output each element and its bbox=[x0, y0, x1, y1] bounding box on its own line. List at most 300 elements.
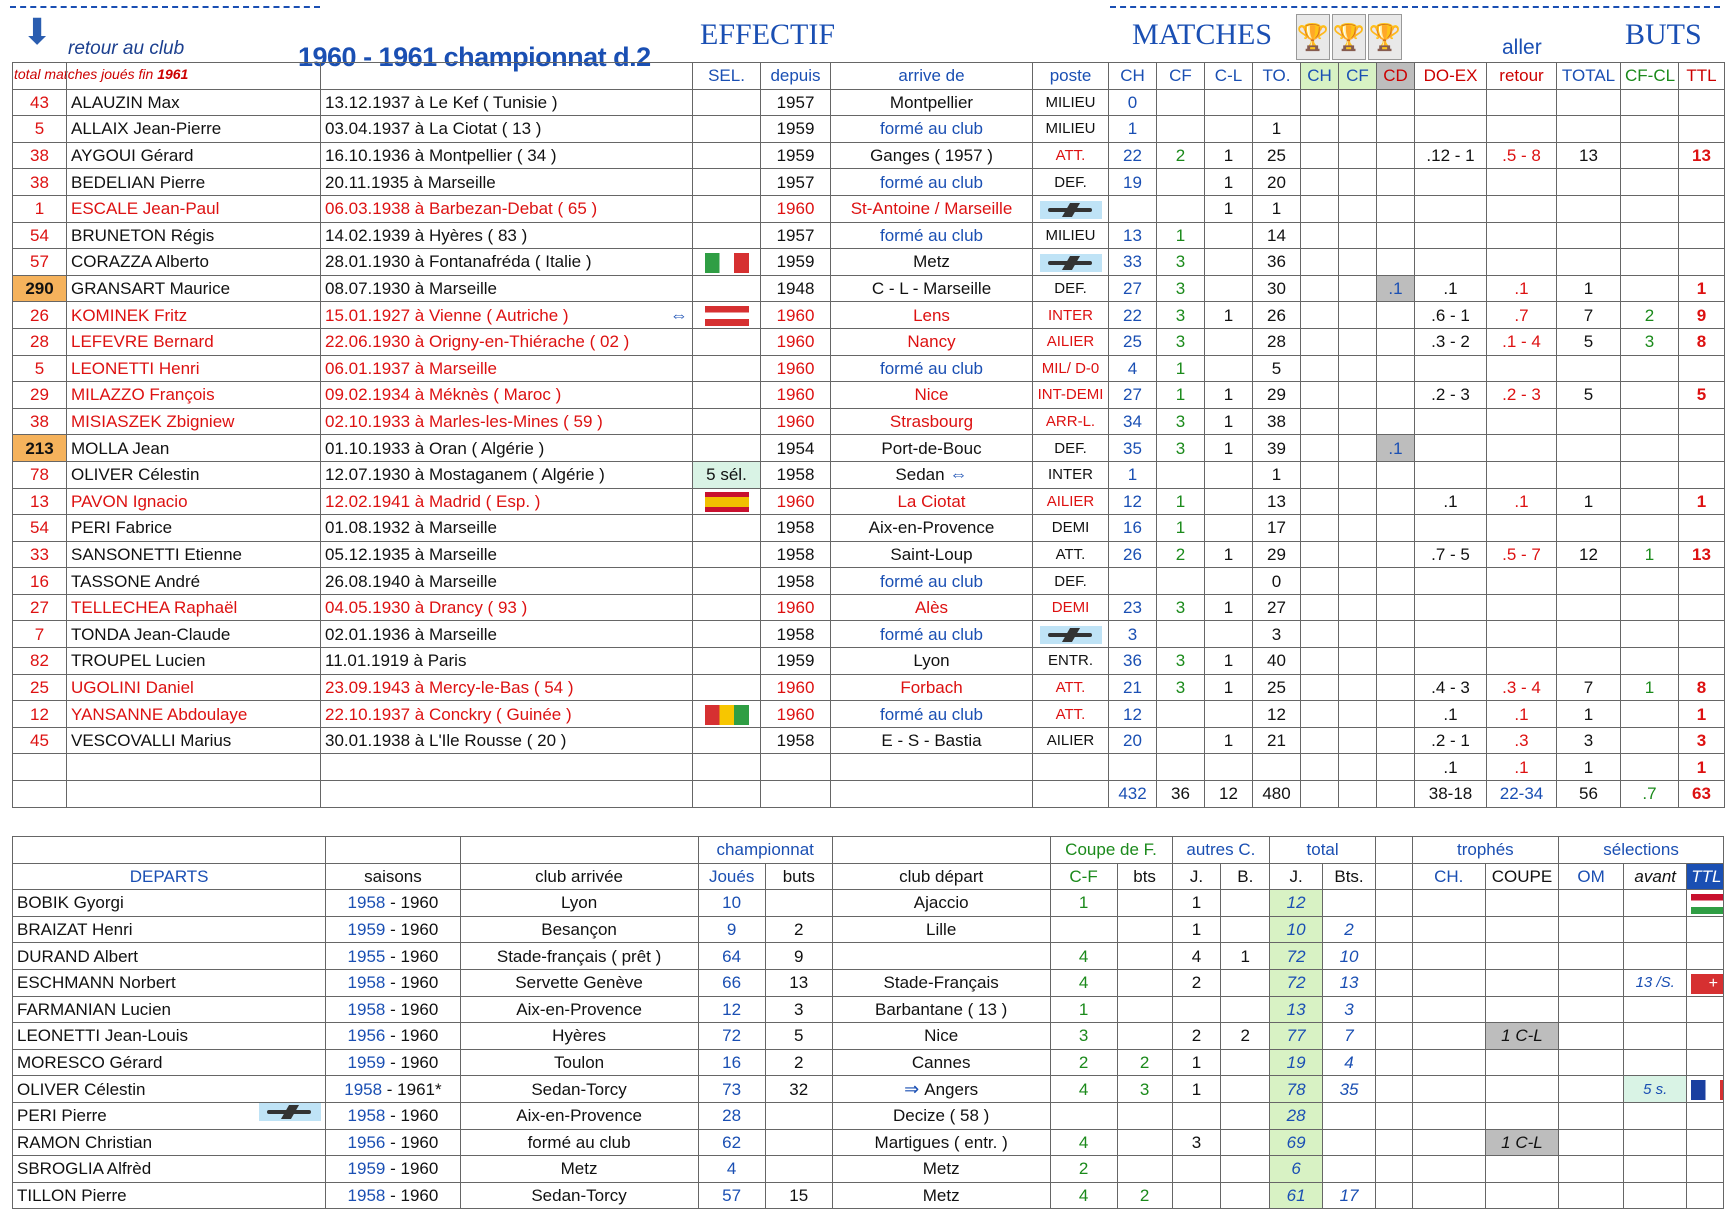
table-cell bbox=[832, 837, 1050, 864]
matches-total: 13 bbox=[13, 488, 67, 515]
total-to: 480 bbox=[1253, 781, 1301, 808]
player-name: ESCALE Jean-Paul bbox=[67, 195, 321, 222]
depart-name-text: BOBIK Gyorgi bbox=[17, 893, 124, 913]
from-club bbox=[831, 701, 1033, 728]
cf-matches: 1 bbox=[1157, 355, 1205, 382]
trophy-cd bbox=[1377, 328, 1415, 355]
trophy-ch bbox=[1301, 701, 1339, 728]
from-club-text: St-Antoine / Marseille bbox=[850, 199, 1013, 219]
cf-matches bbox=[1157, 727, 1205, 754]
player-birth bbox=[321, 541, 693, 568]
ch-played: 73 bbox=[698, 1076, 765, 1103]
other-goals bbox=[1221, 969, 1270, 996]
birth-text: 04.05.1930 à Drancy ( 93 ) bbox=[325, 598, 528, 618]
goals-total: 7 bbox=[1557, 302, 1621, 329]
other-played bbox=[1172, 1182, 1221, 1209]
season-start: 1958 bbox=[347, 893, 386, 913]
season-end: 1960 bbox=[400, 1159, 439, 1179]
sel-avant bbox=[1624, 916, 1687, 943]
trophy-cd bbox=[1377, 382, 1415, 409]
total-ttl: 63 bbox=[1679, 781, 1725, 808]
trophy-cf bbox=[1339, 674, 1377, 701]
sel-om bbox=[1559, 1156, 1624, 1183]
from-club-text: Saint-Loup bbox=[890, 544, 973, 564]
player-name: CORAZZA Alberto bbox=[67, 249, 321, 276]
cf-played bbox=[1050, 916, 1117, 943]
seasons: 1958 - 1961* bbox=[326, 1076, 460, 1103]
player-name: YANSANNE Abdoulaye bbox=[67, 701, 321, 728]
table-row bbox=[13, 222, 1725, 249]
goals-total: 1 bbox=[1557, 488, 1621, 515]
other-played bbox=[1172, 1156, 1221, 1183]
club-depart bbox=[832, 1049, 1050, 1076]
trophy-ch bbox=[1301, 727, 1339, 754]
plane-icon bbox=[259, 1103, 321, 1121]
goals-aller bbox=[1415, 435, 1487, 462]
trophy-cf bbox=[1339, 116, 1377, 143]
selection-cell bbox=[693, 408, 761, 435]
total-matches: 21 bbox=[1253, 727, 1301, 754]
position: ATT. bbox=[1033, 541, 1109, 568]
cl-matches bbox=[1205, 328, 1253, 355]
goals-retour bbox=[1487, 648, 1557, 675]
trophy-cd bbox=[1377, 674, 1415, 701]
table-cell bbox=[1375, 1102, 1412, 1129]
season-end: 1960 bbox=[400, 1026, 439, 1046]
goals-aller bbox=[1415, 568, 1487, 595]
cl-matches: 1 bbox=[1205, 594, 1253, 621]
sel-avant bbox=[1624, 890, 1687, 917]
position: MILIEU bbox=[1033, 222, 1109, 249]
trophy-ch bbox=[1301, 328, 1339, 355]
total-matches: 39 bbox=[1253, 435, 1301, 462]
down-arrow-icon: ⬇ bbox=[22, 11, 53, 52]
from-club bbox=[831, 461, 1033, 488]
seasons: 1959 - 1960 bbox=[326, 1049, 460, 1076]
season-start: 1958 bbox=[347, 1186, 386, 1206]
selection-cell bbox=[693, 674, 761, 701]
from-club-text: La Ciotat bbox=[897, 491, 966, 511]
goals-aller: .2 - 1 bbox=[1415, 727, 1487, 754]
sel-ttl bbox=[1687, 969, 1724, 996]
goals-ttl bbox=[1679, 195, 1725, 222]
cf-goals bbox=[1117, 916, 1172, 943]
position: AILIER bbox=[1033, 328, 1109, 355]
matches-total: 16 bbox=[13, 568, 67, 595]
selection-cell bbox=[693, 116, 761, 143]
selection-cell bbox=[693, 382, 761, 409]
cf-matches bbox=[1157, 568, 1205, 595]
selection-cell bbox=[693, 488, 761, 515]
cf-matches: 3 bbox=[1157, 435, 1205, 462]
selection-cell bbox=[693, 89, 761, 116]
goals-cfcl: 3 bbox=[1621, 328, 1679, 355]
since-year: 1957 bbox=[761, 89, 831, 116]
goals-aller: .4 - 3 bbox=[1415, 674, 1487, 701]
club-depart-text: Ajaccio bbox=[913, 893, 969, 913]
goals-aller bbox=[1415, 116, 1487, 143]
ch-goals bbox=[765, 890, 832, 917]
cf-matches bbox=[1157, 169, 1205, 196]
matches-total: 27 bbox=[13, 594, 67, 621]
goals-total bbox=[1557, 249, 1621, 276]
club-arrivee: Lyon bbox=[460, 890, 698, 917]
sel-ttl bbox=[1687, 1049, 1724, 1076]
depart-name bbox=[13, 1023, 326, 1050]
column-header: depuis bbox=[761, 63, 831, 90]
goals-retour bbox=[1487, 116, 1557, 143]
matches-total: 5 bbox=[13, 355, 67, 382]
ch-goals bbox=[765, 1156, 832, 1183]
table-cell bbox=[1109, 754, 1157, 781]
seasons: 1959 - 1960 bbox=[326, 1156, 460, 1183]
seasons: 1958 - 1960 bbox=[326, 890, 460, 917]
goals-aller bbox=[1415, 621, 1487, 648]
trophy-coupe: 1 C-L bbox=[1485, 1129, 1558, 1156]
table-cell bbox=[321, 754, 693, 781]
player-name: TONDA Jean-Claude bbox=[67, 621, 321, 648]
total-matches: 0 bbox=[1253, 568, 1301, 595]
total-played: 72 bbox=[1270, 969, 1323, 996]
seasons: 1958 - 1960 bbox=[326, 1182, 460, 1209]
ch-played: 72 bbox=[698, 1023, 765, 1050]
trophy-ch bbox=[1412, 890, 1485, 917]
cf-matches: 3 bbox=[1157, 328, 1205, 355]
position bbox=[1033, 249, 1109, 276]
total-played: 77 bbox=[1270, 1023, 1323, 1050]
table-cell bbox=[1375, 837, 1412, 864]
trophy-cd bbox=[1377, 488, 1415, 515]
seasons: 1956 - 1960 bbox=[326, 1129, 460, 1156]
double-arrow-icon: ⇔ bbox=[944, 464, 968, 485]
trophy-cd bbox=[1377, 541, 1415, 568]
column-header: SEL. bbox=[693, 63, 761, 90]
from-club-text: Sedan bbox=[895, 465, 945, 485]
table-row bbox=[13, 488, 1725, 515]
club-depart bbox=[832, 1102, 1050, 1129]
total-played: 69 bbox=[1270, 1129, 1323, 1156]
trophy-icon: 🏆 bbox=[1296, 14, 1330, 60]
cf-played: 4 bbox=[1050, 1076, 1117, 1103]
from-club-text: formé au club bbox=[880, 704, 983, 724]
club-depart-text: Metz bbox=[922, 1186, 960, 1206]
table-cell bbox=[831, 754, 1033, 781]
goals-aller bbox=[1415, 249, 1487, 276]
player-name: TELLECHEA Raphaël bbox=[67, 594, 321, 621]
player-birth bbox=[321, 701, 693, 728]
goals-cfcl: 2 bbox=[1621, 302, 1679, 329]
ch-played: 10 bbox=[698, 890, 765, 917]
cl-matches: 1 bbox=[1205, 169, 1253, 196]
goals-retour: .5 - 8 bbox=[1487, 142, 1557, 169]
since-year: 1959 bbox=[761, 648, 831, 675]
player-birth bbox=[321, 116, 693, 143]
goals-aller: .1 bbox=[1415, 275, 1487, 302]
table-row bbox=[13, 515, 1725, 542]
sel-avant: 13 /S. bbox=[1624, 969, 1687, 996]
depart-name-text: TILLON Pierre bbox=[17, 1186, 127, 1206]
group-selections: sélections bbox=[1559, 837, 1724, 864]
club-arrivee: Aix-en-Provence bbox=[460, 1102, 698, 1129]
table-row bbox=[13, 1182, 1724, 1209]
since-year: 1959 bbox=[761, 116, 831, 143]
trophy-cf bbox=[1339, 488, 1377, 515]
goals-retour bbox=[1487, 408, 1557, 435]
seasons: 1959 - 1960 bbox=[326, 916, 460, 943]
from-club-text: Alès bbox=[914, 598, 949, 618]
cf-matches: 2 bbox=[1157, 142, 1205, 169]
selection-cell bbox=[693, 355, 761, 382]
player-birth bbox=[321, 674, 693, 701]
cf-matches bbox=[1157, 461, 1205, 488]
season-end: 1960 bbox=[400, 973, 439, 993]
goals-aller bbox=[1415, 169, 1487, 196]
goals-ttl bbox=[1679, 568, 1725, 595]
depart-name-text: RAMON Christian bbox=[17, 1132, 153, 1152]
depart-name-text: LEONETTI Jean-Louis bbox=[17, 1026, 189, 1046]
total-cl: 12 bbox=[1205, 781, 1253, 808]
goals-ttl: 9 bbox=[1679, 302, 1725, 329]
birth-text: 05.12.1935 à Marseille bbox=[325, 544, 498, 564]
table-cell bbox=[1339, 781, 1377, 808]
other-goals bbox=[1221, 1076, 1270, 1103]
birth-text: 11.01.1919 à Paris bbox=[325, 651, 467, 671]
player-name: BEDELIAN Pierre bbox=[67, 169, 321, 196]
club-depart-text: Cannes bbox=[911, 1053, 971, 1073]
trophy-ch bbox=[1301, 435, 1339, 462]
goals-ttl bbox=[1679, 249, 1725, 276]
table-cell bbox=[1157, 754, 1205, 781]
table-row bbox=[13, 701, 1725, 728]
sel-om bbox=[1559, 1023, 1624, 1050]
trophy-ch bbox=[1301, 621, 1339, 648]
column-header: club arrivée bbox=[460, 863, 698, 890]
selection-cell bbox=[693, 249, 761, 276]
from-club bbox=[831, 568, 1033, 595]
table-cell bbox=[693, 781, 761, 808]
trophy-coupe: 1 C-L bbox=[1485, 1023, 1558, 1050]
goals-retour bbox=[1487, 195, 1557, 222]
from-club bbox=[831, 222, 1033, 249]
total-matches: 28 bbox=[1253, 328, 1301, 355]
matches-total: 25 bbox=[13, 674, 67, 701]
selection-cell bbox=[693, 435, 761, 462]
ch-goals: 32 bbox=[765, 1076, 832, 1103]
total-matches: 27 bbox=[1253, 594, 1301, 621]
from-club bbox=[831, 355, 1033, 382]
goals-aller: .2 - 3 bbox=[1415, 382, 1487, 409]
column-header: avant bbox=[1624, 863, 1687, 890]
table-cell bbox=[1375, 969, 1412, 996]
sel-om bbox=[1559, 943, 1624, 970]
total-goals: 35 bbox=[1323, 1076, 1376, 1103]
ch-matches: 20 bbox=[1109, 727, 1157, 754]
player-birth bbox=[321, 648, 693, 675]
departs-header-row bbox=[13, 863, 1724, 890]
club-depart-text: Stade-Français bbox=[883, 973, 999, 993]
from-club-text: Port-de-Bouc bbox=[881, 438, 982, 458]
sel-avant bbox=[1624, 1129, 1687, 1156]
trophy-cd bbox=[1377, 648, 1415, 675]
player-birth bbox=[321, 275, 693, 302]
cl-matches: 1 bbox=[1205, 435, 1253, 462]
since-year: 1960 bbox=[761, 328, 831, 355]
cl-matches bbox=[1205, 275, 1253, 302]
position: MILIEU bbox=[1033, 116, 1109, 143]
from-club-text: Montpellier bbox=[889, 92, 974, 112]
column-header: CF-CL bbox=[1621, 63, 1679, 90]
from-club bbox=[831, 541, 1033, 568]
cf-goals bbox=[1117, 943, 1172, 970]
from-club bbox=[831, 488, 1033, 515]
trophy-icon: 🏆 bbox=[1368, 14, 1402, 60]
since-year: 1948 bbox=[761, 275, 831, 302]
player-name: GRANSART Maurice bbox=[67, 275, 321, 302]
cf-matches bbox=[1157, 195, 1205, 222]
selection-cell bbox=[693, 275, 761, 302]
goals-aller bbox=[1415, 408, 1487, 435]
column-header: Joués bbox=[698, 863, 765, 890]
season-start: 1958 bbox=[347, 1106, 386, 1126]
birth-text: 06.03.1938 à Barbezan-Debat ( 65 ) bbox=[325, 199, 598, 219]
goals-total bbox=[1557, 568, 1621, 595]
position: DEMI bbox=[1033, 594, 1109, 621]
total-played: 19 bbox=[1270, 1049, 1323, 1076]
section-matches: MATCHES bbox=[1132, 18, 1273, 51]
ch-matches: 12 bbox=[1109, 488, 1157, 515]
ch-goals: 5 bbox=[765, 1023, 832, 1050]
from-club bbox=[831, 648, 1033, 675]
sel-om bbox=[1559, 1049, 1624, 1076]
cl-matches bbox=[1205, 621, 1253, 648]
goals-retour: .3 - 4 bbox=[1487, 674, 1557, 701]
player-birth bbox=[321, 568, 693, 595]
total-played: 6 bbox=[1270, 1156, 1323, 1183]
birth-text: 30.01.1938 à L'Ile Rousse ( 20 ) bbox=[325, 731, 567, 751]
goals-retour: .5 - 7 bbox=[1487, 541, 1557, 568]
season-start: 1959 bbox=[347, 1053, 386, 1073]
trophy-cf bbox=[1339, 727, 1377, 754]
matches-total: 7 bbox=[13, 621, 67, 648]
ch-goals: 2 bbox=[765, 1049, 832, 1076]
cf-matches: 3 bbox=[1157, 594, 1205, 621]
matches-total: 290 bbox=[13, 275, 67, 302]
cf-matches: 1 bbox=[1157, 382, 1205, 409]
cf-matches bbox=[1157, 621, 1205, 648]
goals-ttl: 5 bbox=[1679, 382, 1725, 409]
retour-label: retour au club bbox=[68, 38, 185, 59]
column-header: arrive de bbox=[831, 63, 1033, 90]
depart-name bbox=[13, 1076, 326, 1103]
season-start: 1956 bbox=[347, 1026, 386, 1046]
total-goals: 7 bbox=[1323, 1023, 1376, 1050]
trophy-coupe bbox=[1485, 969, 1558, 996]
selection-cell: 5 sél. bbox=[693, 461, 761, 488]
player-name: MISIASZEK Zbigniew bbox=[67, 408, 321, 435]
selection-cell bbox=[693, 621, 761, 648]
matches-total: 29 bbox=[13, 382, 67, 409]
trophy-ch bbox=[1412, 969, 1485, 996]
goals-cfcl bbox=[1621, 249, 1679, 276]
cf-goals bbox=[1117, 1102, 1172, 1129]
cl-matches: 1 bbox=[1205, 195, 1253, 222]
since-year: 1960 bbox=[761, 195, 831, 222]
goals-retour bbox=[1487, 222, 1557, 249]
table-row bbox=[13, 1129, 1724, 1156]
player-name: MILAZZO François bbox=[67, 382, 321, 409]
ch-matches: 16 bbox=[1109, 515, 1157, 542]
departs-table bbox=[12, 836, 1724, 1209]
departs-group-header bbox=[13, 837, 1724, 864]
since-year: 1960 bbox=[761, 701, 831, 728]
table-row bbox=[13, 648, 1725, 675]
season-start: 1959 bbox=[347, 1159, 386, 1179]
total-matches: 17 bbox=[1253, 515, 1301, 542]
player-name: LEFEVRE Bernard bbox=[67, 328, 321, 355]
total-goals bbox=[1323, 1156, 1376, 1183]
seasons: 1955 - 1960 bbox=[326, 943, 460, 970]
ch-matches bbox=[1109, 568, 1157, 595]
table-row bbox=[13, 943, 1724, 970]
since-year: 1958 bbox=[761, 515, 831, 542]
cf-matches bbox=[1157, 116, 1205, 143]
season-end: 1960 bbox=[400, 1186, 439, 1206]
player-name: ALLAIX Jean-Pierre bbox=[67, 116, 321, 143]
cf-played: 4 bbox=[1050, 1129, 1117, 1156]
selection-cell bbox=[693, 701, 761, 728]
goals-aller bbox=[1415, 515, 1487, 542]
from-club bbox=[831, 302, 1033, 329]
from-club bbox=[831, 328, 1033, 355]
table-cell bbox=[1033, 781, 1109, 808]
goals-total bbox=[1557, 621, 1621, 648]
cf-goals bbox=[1117, 1156, 1172, 1183]
birth-text: 23.09.1943 à Mercy-le-Bas ( 54 ) bbox=[325, 677, 574, 697]
position: INT-DEMI bbox=[1033, 382, 1109, 409]
table-cell bbox=[1205, 754, 1253, 781]
seasons: 1958 - 1960 bbox=[326, 1102, 460, 1129]
trophy-cd bbox=[1377, 701, 1415, 728]
from-club bbox=[831, 142, 1033, 169]
table-row bbox=[13, 355, 1725, 382]
table-cell bbox=[1375, 1156, 1412, 1183]
player-birth bbox=[321, 594, 693, 621]
goals-retour bbox=[1487, 515, 1557, 542]
birth-text: 22.10.1937 à Conckry ( Guinée ) bbox=[325, 704, 572, 724]
since-year: 1957 bbox=[761, 222, 831, 249]
trophy-ch bbox=[1412, 1076, 1485, 1103]
goals-retour: .7 bbox=[1487, 302, 1557, 329]
trophy-cf bbox=[1339, 515, 1377, 542]
goals-cfcl: 1 bbox=[1621, 674, 1679, 701]
goals-aller bbox=[1415, 648, 1487, 675]
player-name: PERI Fabrice bbox=[67, 515, 321, 542]
goals-ttl bbox=[1679, 435, 1725, 462]
table-row bbox=[13, 1076, 1724, 1103]
trophy-ch bbox=[1301, 648, 1339, 675]
goals-total bbox=[1557, 408, 1621, 435]
ch-matches: 19 bbox=[1109, 169, 1157, 196]
table-row bbox=[13, 754, 1725, 781]
selection-cell bbox=[693, 142, 761, 169]
club-depart bbox=[832, 996, 1050, 1023]
trophy-cd bbox=[1377, 169, 1415, 196]
goals-ttl: 13 bbox=[1679, 541, 1725, 568]
trophy-cd bbox=[1377, 142, 1415, 169]
trophy-ch bbox=[1301, 488, 1339, 515]
cf-played: 2 bbox=[1050, 1049, 1117, 1076]
club-arrivee: Metz bbox=[460, 1156, 698, 1183]
